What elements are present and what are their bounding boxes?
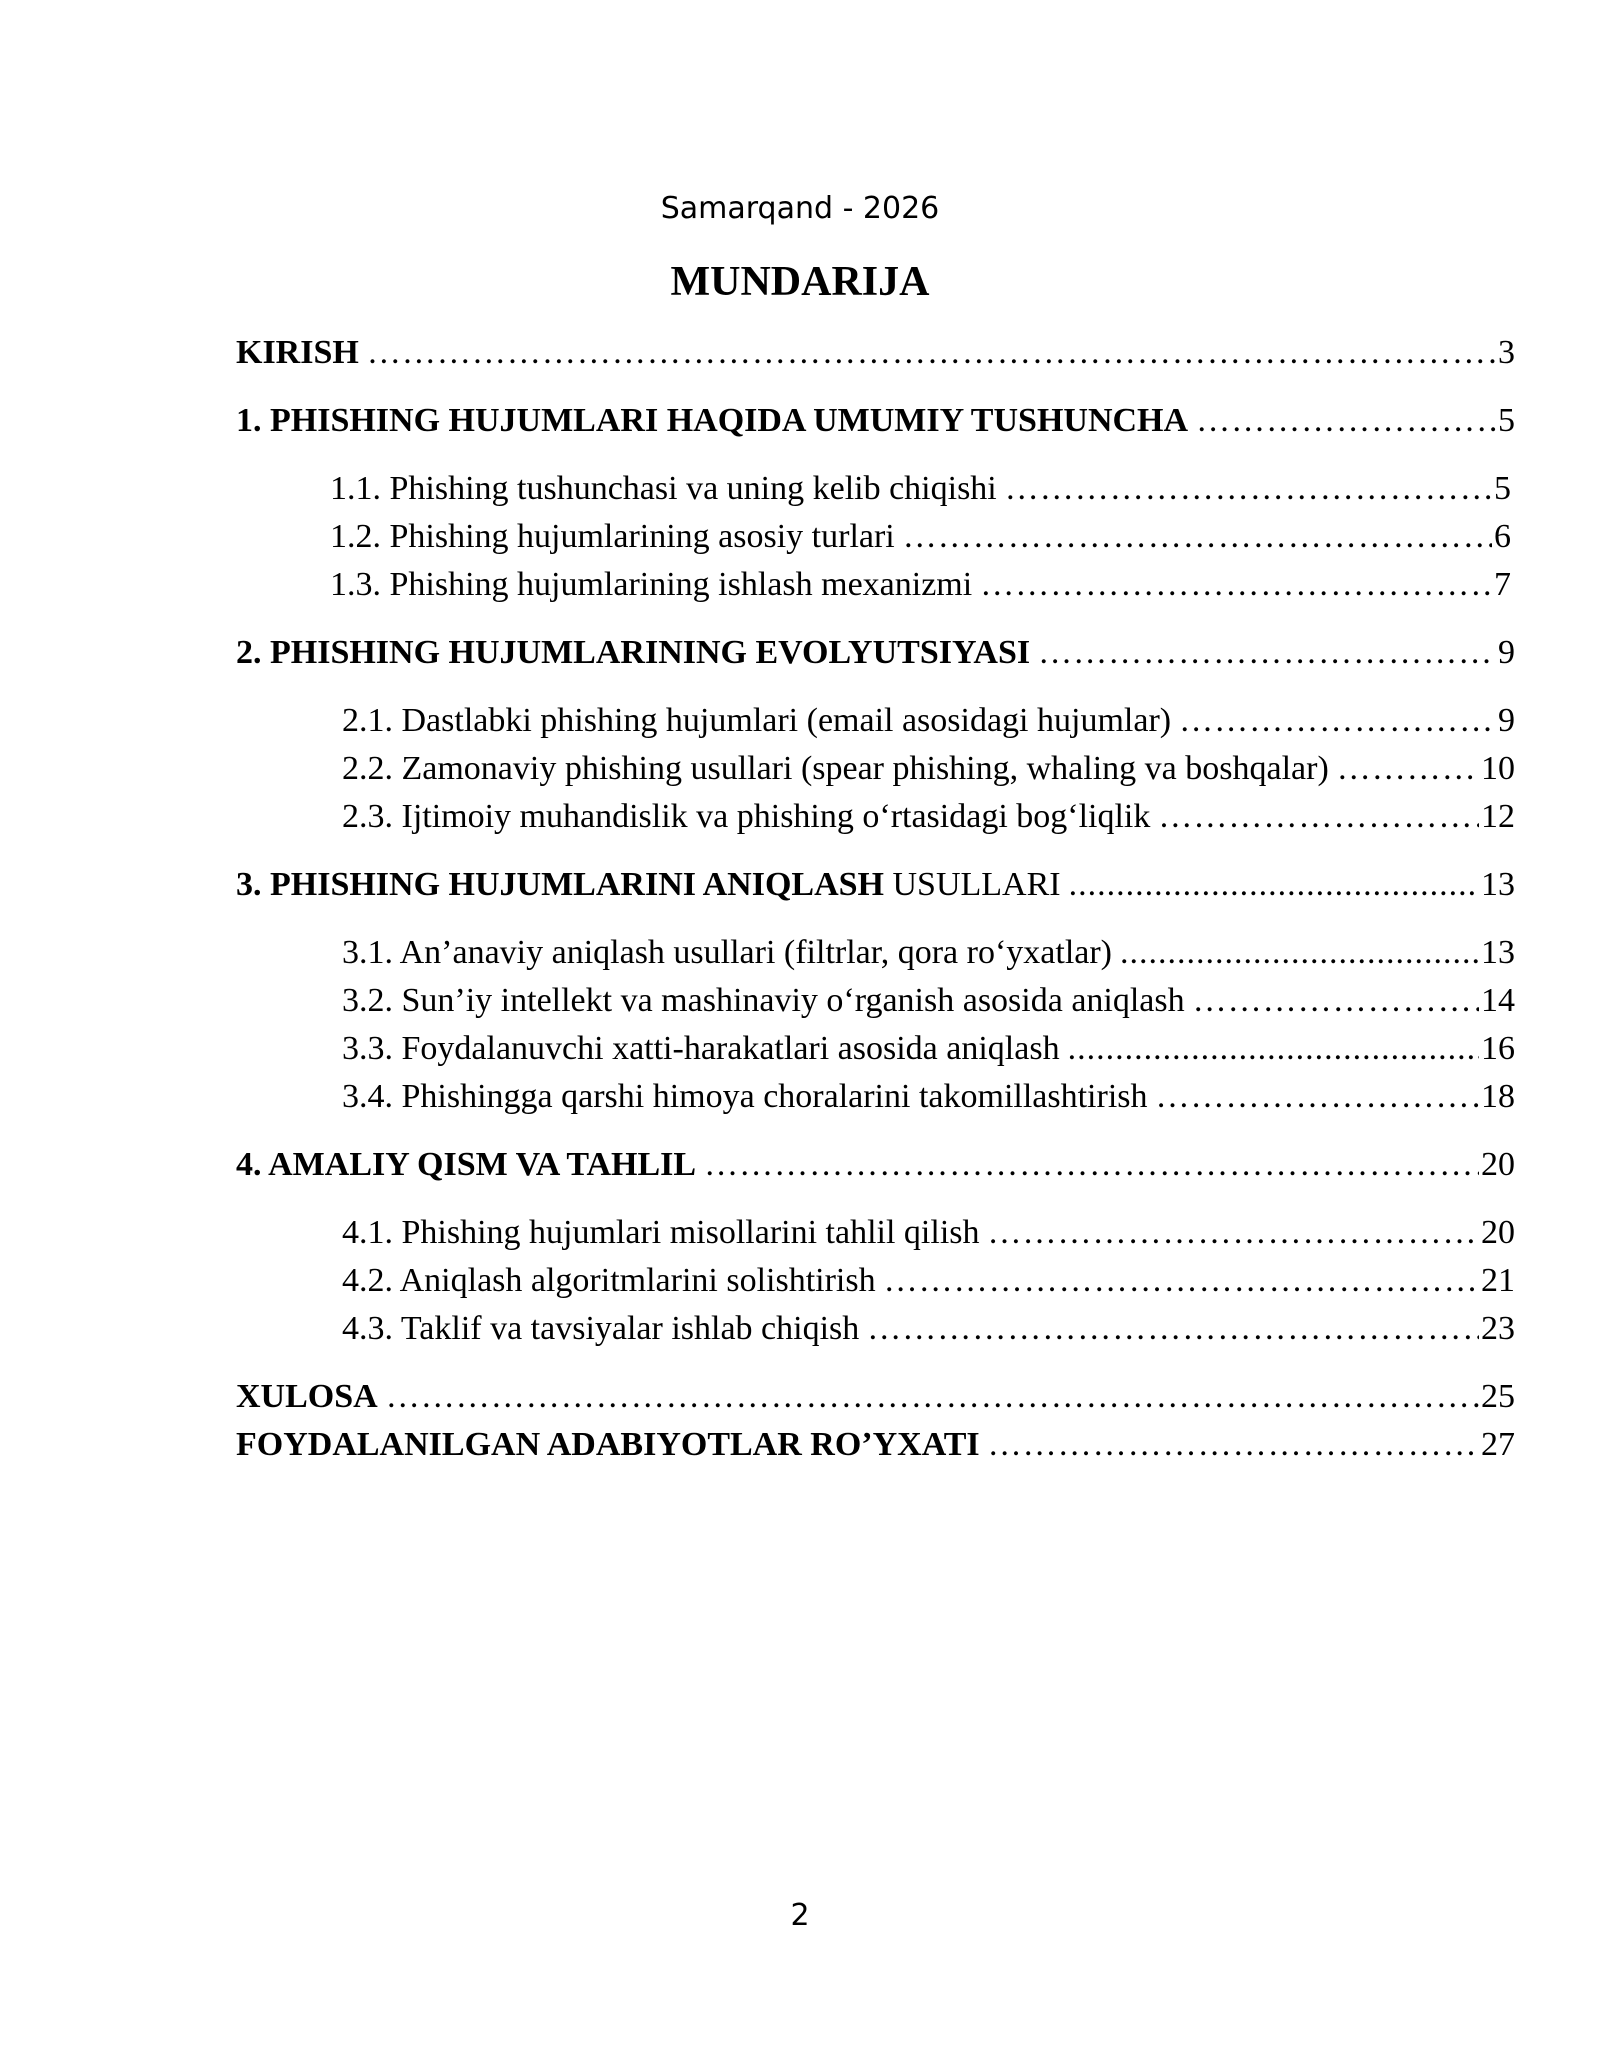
toc-entry-label: 1. PHISHING HUJUMLARI HAQIDA UMUMIY TUSHUNCHA — [236, 402, 1189, 439]
toc-entry-section-3-2 — [342, 979, 1515, 1025]
toc-entry-page: 23 — [1481, 1310, 1515, 1347]
dot-leader — [1112, 931, 1479, 975]
toc-entry-label: XULOSA — [236, 1378, 378, 1415]
dot-leader — [696, 1143, 1479, 1187]
dot-leader — [1171, 699, 1496, 743]
toc-entry-label: 3.2. Sun’iy intellekt va mashinaviy o‘rganish asosida aniqlash — [342, 982, 1185, 1019]
toc-entry-page: 5 — [1498, 402, 1515, 439]
toc-entry-chapter-1 — [236, 399, 1515, 445]
dot-leader — [378, 1375, 1479, 1419]
toc-entry-label: 4.2. Aniqlash algoritmlarini solishtirish — [342, 1262, 876, 1299]
toc-entry-section-3-3 — [342, 1027, 1515, 1073]
dot-leader — [1150, 795, 1479, 839]
toc-entry-label: 4.1. Phishing hujumlari misollarini tahlil qilish — [342, 1214, 980, 1251]
toc-entry-page: 16 — [1481, 1030, 1515, 1067]
toc-entry-label-suffix: USULLARI — [883, 866, 1061, 903]
toc-entry-page: 6 — [1494, 518, 1511, 555]
toc-entry-label: 3. PHISHING HUJUMLARINI ANIQLASH — [236, 866, 884, 903]
dot-leader — [1148, 1075, 1480, 1119]
page-number: 2 — [790, 1898, 810, 1933]
toc-entry-label: 2.3. Ijtimoiy muhandislik va phishing o‘rtasidagi bog‘liqlik — [342, 798, 1151, 835]
toc-title: MUNDARIJA — [670, 259, 930, 305]
dot-leader — [980, 1211, 1480, 1255]
dot-leader — [1061, 863, 1479, 907]
toc-entry-section-1-3 — [330, 563, 1511, 609]
toc-entry-xulosa — [236, 1375, 1515, 1421]
toc-entry-label: 3.3. Foydalanuvchi xatti-harakatlari asosida aniqlash — [342, 1030, 1060, 1067]
toc-entry-chapter-4 — [236, 1143, 1515, 1189]
city-year-line: Samarqand - 2026 — [660, 191, 940, 226]
toc-entry-label: 4. AMALIY QISM VA TAHLIL — [236, 1146, 697, 1183]
dot-leader — [1030, 631, 1496, 675]
toc-entry-page: 3 — [1498, 334, 1515, 371]
dot-leader — [1329, 747, 1479, 791]
toc-entry-chapter-3 — [236, 863, 1515, 909]
toc-entry-label: KIRISH — [236, 334, 359, 371]
dot-leader — [997, 467, 1492, 511]
toc-entry-page: 9 — [1498, 634, 1515, 671]
toc-entry-page: 14 — [1481, 982, 1515, 1019]
dot-leader — [876, 1259, 1479, 1303]
toc-entry-page: 12 — [1481, 798, 1515, 835]
toc-entry-page: 21 — [1481, 1262, 1515, 1299]
toc-entry-section-2-3 — [342, 795, 1515, 841]
toc-entry-page: 7 — [1494, 566, 1511, 603]
toc-entry-section-4-3 — [342, 1307, 1515, 1353]
dot-leader — [359, 331, 1496, 375]
toc-entry-kirish — [236, 331, 1515, 377]
toc-entry-section-4-1 — [342, 1211, 1515, 1257]
toc-entry-label: 4.3. Taklif va tavsiyalar ishlab chiqish — [342, 1310, 860, 1347]
toc-entry-label: 1.3. Phishing hujumlarining ishlash mexanizmi — [330, 566, 973, 603]
toc-entry-label: 2.1. Dastlabki phishing hujumlari (email asosidagi hujumlar) — [342, 702, 1172, 739]
dot-leader — [972, 563, 1492, 607]
dot-leader — [1188, 399, 1496, 443]
toc-entry-page: 5 — [1494, 470, 1511, 507]
toc-entry-references — [236, 1423, 1515, 1469]
toc-entry-label: 3.4. Phishingga qarshi himoya choralarini takomillashtirish — [342, 1078, 1148, 1115]
toc-entry-page: 13 — [1481, 934, 1515, 971]
toc-entry-page: 10 — [1481, 750, 1515, 787]
toc-entry-section-3-4 — [342, 1075, 1515, 1121]
dot-leader — [895, 515, 1492, 559]
toc-entry-label: 3.1. An’anaviy aniqlash usullari (filtrlar, qora ro‘yxatlar) — [342, 934, 1112, 971]
toc-entry-chapter-2 — [236, 631, 1515, 677]
dot-leader — [1185, 979, 1479, 1023]
toc-entry-page: 25 — [1481, 1378, 1515, 1415]
toc-entry-section-3-1 — [342, 931, 1515, 977]
toc-entry-label: 1.1. Phishing tushunchasi va uning kelib chiqishi — [330, 470, 997, 507]
dot-leader — [859, 1307, 1479, 1351]
dot-leader — [1060, 1027, 1479, 1071]
toc-entry-section-2-2 — [342, 747, 1515, 793]
toc-entry-section-1-2 — [330, 515, 1511, 561]
dot-leader — [980, 1423, 1479, 1467]
toc-entry-label: 2. PHISHING HUJUMLARINING EVOLYUTSIYASI — [236, 634, 1031, 671]
toc-entry-page: 27 — [1481, 1426, 1515, 1463]
toc-entry-label: FOYDALANILGAN ADABIYOTLAR RO’YXATI — [236, 1426, 980, 1463]
toc-entry-section-2-1 — [342, 699, 1515, 745]
toc-entry-page: 18 — [1481, 1078, 1515, 1115]
toc-entry-label: 2.2. Zamonaviy phishing usullari (spear phishing, whaling va boshqalar) — [342, 750, 1329, 787]
toc-entry-page: 20 — [1481, 1214, 1515, 1251]
toc-entry-page: 13 — [1481, 866, 1515, 903]
toc-entry-section-4-2 — [342, 1259, 1515, 1305]
toc-entry-label: 1.2. Phishing hujumlarining asosiy turlari — [330, 518, 895, 555]
toc-entry-page: 9 — [1498, 702, 1515, 739]
toc-entry-page: 20 — [1481, 1146, 1515, 1183]
toc-entry-section-1-1 — [330, 467, 1511, 513]
